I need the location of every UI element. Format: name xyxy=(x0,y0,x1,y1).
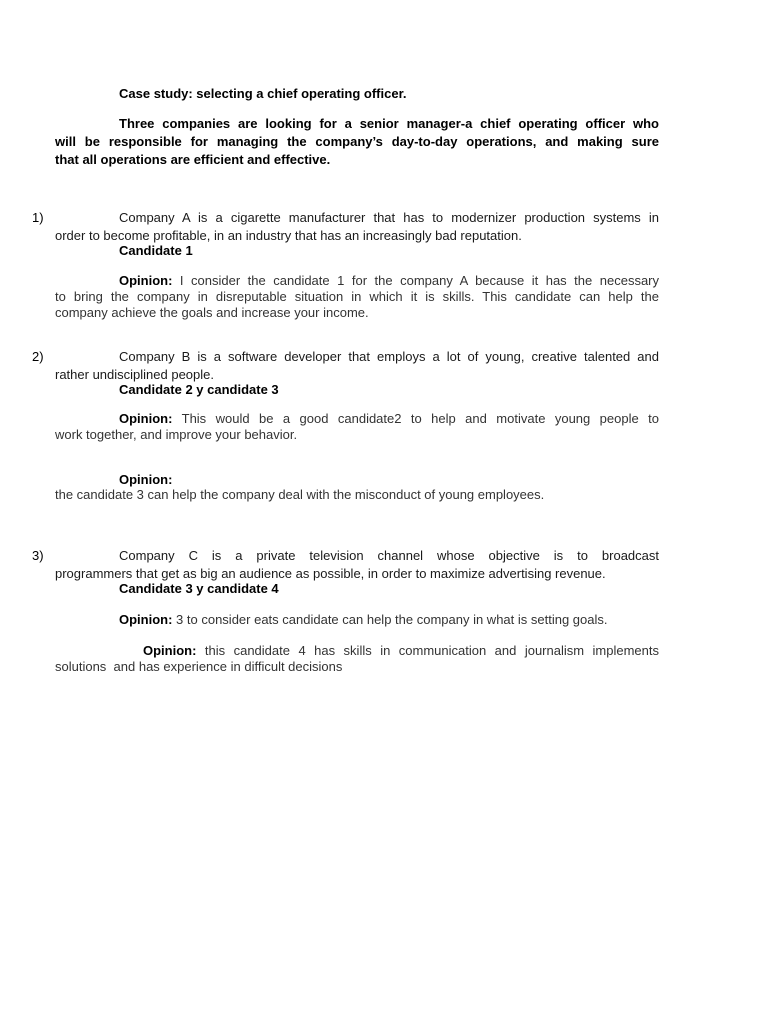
item-3-opinion-1 xyxy=(119,611,659,629)
item-3-number: 3) xyxy=(32,548,44,563)
intro-paragraph xyxy=(55,115,659,169)
item-3-opinion-2 xyxy=(55,642,659,676)
item-3-desc-line-1: Company C is a private television channel whose objective is to broadcast xyxy=(119,548,659,563)
item-1-opinion-1-line-3: company achieve the goals and increase your income. xyxy=(55,305,369,320)
item-2-desc-line-1: Company B is a software developer that employs a lot of young, creative talented and xyxy=(119,349,659,364)
item-2-number: 2) xyxy=(32,349,44,364)
item-2-opinion-2-text: the candidate 3 can help the company deal with the misconduct of young employees. xyxy=(55,487,545,502)
intro-line-2: will be responsible for managing the company’s day-to-day operations, and making sure xyxy=(55,134,659,149)
page-title: Case study: selecting a chief operating officer. xyxy=(119,86,407,101)
item-2-opinion-2-label: Opinion: xyxy=(119,472,173,487)
item-3-description xyxy=(55,547,659,583)
item-1-desc-line-1: Company A is a cigarette manufacturer that has to modernizer production systems in xyxy=(119,210,659,225)
item-3-opinion-1-label: Opinion: xyxy=(119,612,173,627)
item-1-description xyxy=(55,209,659,245)
item-2-opinion-1-line-2: work together, and improve your behavior. xyxy=(55,427,298,442)
item-1-opinion-1-line-1: Opinion: I consider the candidate 1 for the company A because it has the necessary xyxy=(119,273,659,288)
item-2-description xyxy=(55,348,659,384)
item-2-opinion-1 xyxy=(55,410,659,444)
item-1-candidate: Candidate 1 xyxy=(119,243,193,258)
item-2-opinion-1-line-1: Opinion: This would be a good candidate2 to help and motivate young people to xyxy=(119,411,659,426)
item-1-number: 1) xyxy=(32,210,44,225)
item-2-candidate: Candidate 2 y candidate 3 xyxy=(119,382,279,397)
item-2-desc-line-2: rather undisciplined people. xyxy=(55,367,214,382)
item-3-opinion-2-line-2: solutions and has experience in difficult decisions xyxy=(55,659,343,674)
item-1-opinion-1-line-2: to bring the company in disreputable situation in which it is skills. This candidate can help the xyxy=(55,289,659,304)
item-3-opinion-1-text: 3 to consider eats candidate can help the company in what is setting goals. xyxy=(172,612,608,627)
item-3-opinion-2-line-1: Opinion: this candidate 4 has skills in communication and journalism implements xyxy=(143,643,659,658)
item-3-desc-line-2: programmers that get as big an audience as possible, in order to maximize advertising revenue. xyxy=(55,566,606,581)
item-1-desc-line-2: order to become profitable, in an industry that has an increasingly bad reputation. xyxy=(55,228,522,243)
item-1-opinion-1 xyxy=(55,272,659,322)
intro-line-3: that all operations are efficient and effective. xyxy=(55,152,331,167)
intro-line-1: Three companies are looking for a senior manager-a chief operating officer who xyxy=(119,116,659,131)
item-3-candidate: Candidate 3 y candidate 4 xyxy=(119,581,279,596)
